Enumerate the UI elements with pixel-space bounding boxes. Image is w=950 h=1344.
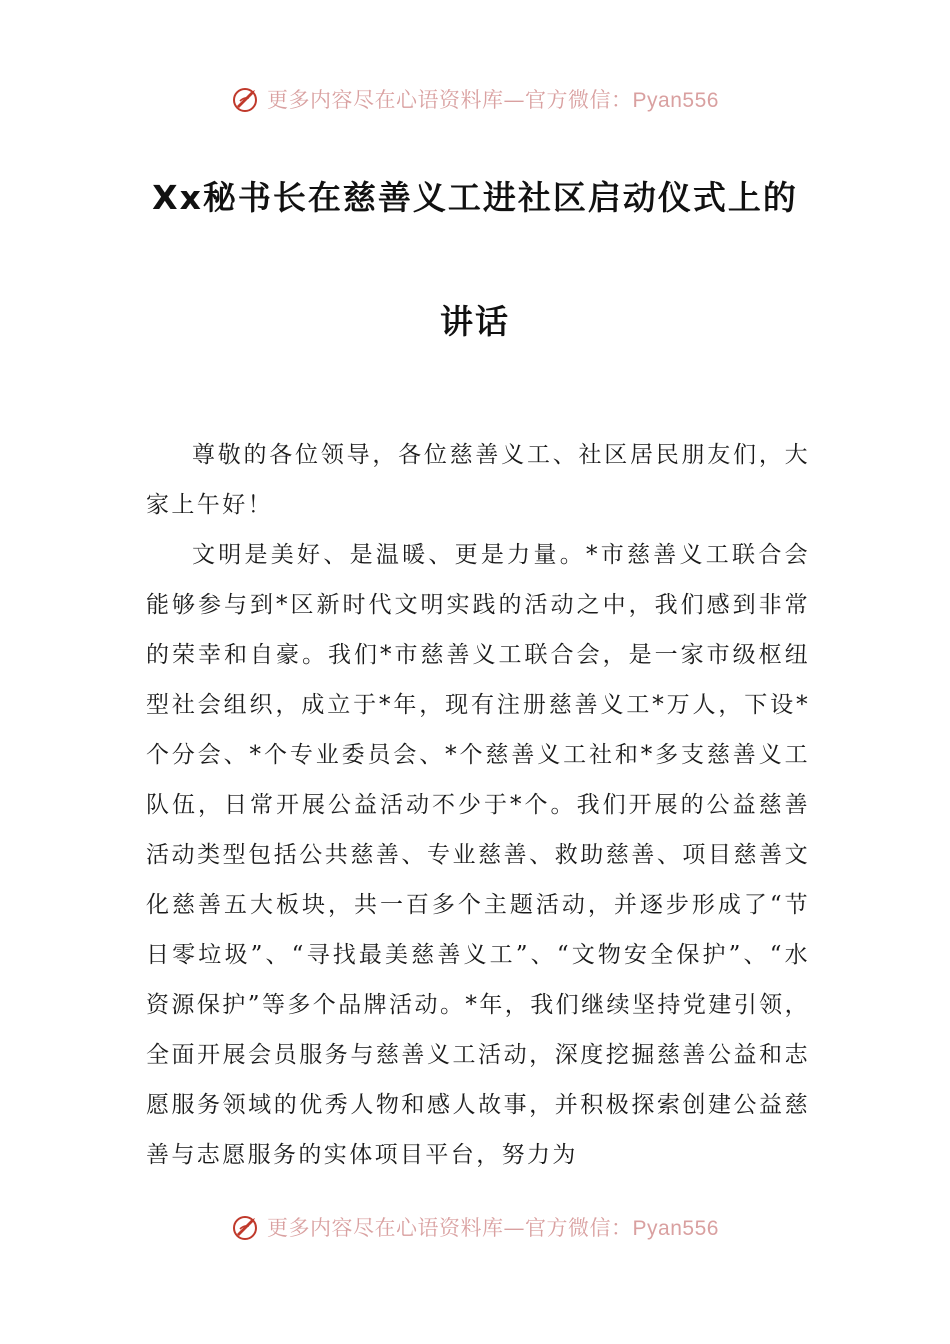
watermark-label: 更多内容尽在心语资料库—官方微信： [267,1216,633,1240]
pen-logo-icon [231,1212,261,1242]
watermark-text [267,84,719,114]
pen-logo-icon [231,84,261,114]
document-title-line1: Xx秘书长在慈善义工进社区启动仪式上的 [152,178,798,217]
paragraph-main: 文明是美好、是温暖、更是力量。*市慈善义工联合会能够参与到*区新时代文明实践的活动之中，我们感到非常的荣幸和自豪。我们*市慈善义工联合会，是一家市级枢纽型社会组织，成立于*年，现有注册慈善义工*万人，下设*个分会、*个专业委员会、*个慈善义工社和*多支慈善义工队伍，日常开展公益活动不少于*个。我们开展的公益慈善活动类型包括公共慈善、专业慈善、救助慈善、项目慈善文化慈善五大板块，共一百多个主题活动，并逐步形成了“节日零垃圾”、“寻找最美慈善义工”、“文物安全保护”、“水资源保护”等多个品牌活动。*年，我们继续坚持党建引领，全面开展会员服务与慈善义工活动，深度挖掘慈善公益和志愿服务领域的优秀人物和感人故事，并积极探索创建公益慈善与志愿服务的实体项目平台，努力为 [146,542,810,1168]
document-body [146,430,810,1180]
footer-watermark [0,1212,950,1242]
watermark-label: 更多内容尽在心语资料库—官方微信： [267,88,633,112]
watermark-wechat-id: Pyan556 [632,89,719,112]
watermark-text [267,1212,719,1242]
watermark-wechat-id: Pyan556 [632,1217,719,1240]
paragraph-greeting: 尊敬的各位领导，各位慈善义工、社区居民朋友们，大家上午好！ [146,442,810,518]
document-title-line2: 讲话 [440,302,510,341]
header-watermark [0,84,950,114]
